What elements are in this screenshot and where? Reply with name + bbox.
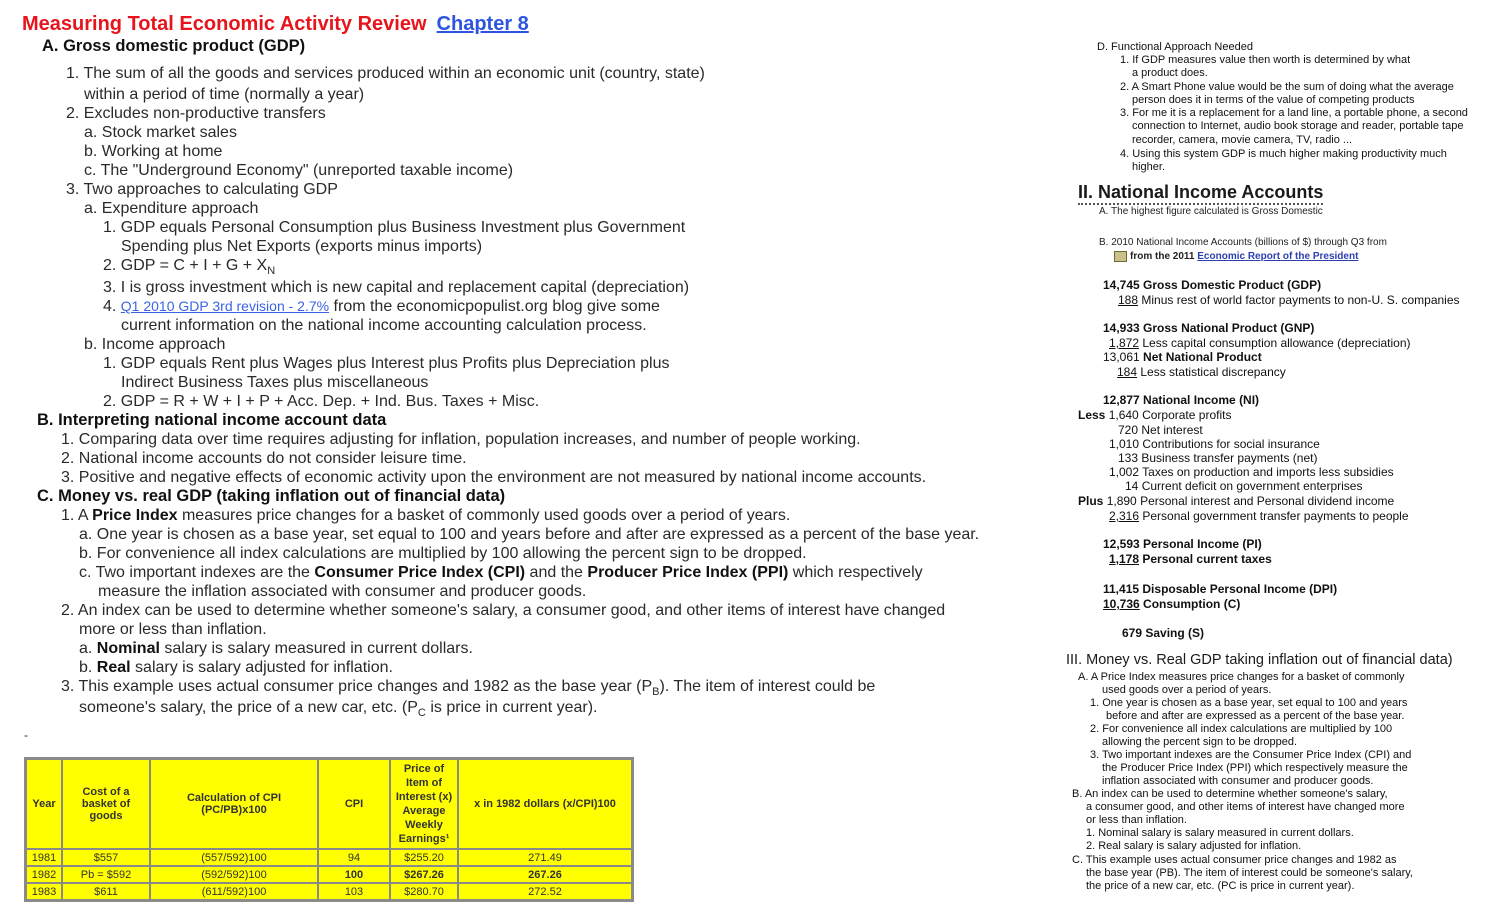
- list-item: b. Income approach: [84, 336, 226, 353]
- account-row: 14 Current deficit on government enterprises: [1125, 479, 1363, 493]
- table-cell: 100: [318, 866, 390, 883]
- list-item: Indirect Business Taxes plus miscellaneous: [121, 374, 429, 391]
- list-item: b. Working at home: [84, 143, 223, 160]
- list-item: someone's salary, the price of a new car, etc. ($P_C$ is price in current year).: [79, 699, 598, 720]
- account-row: 13,061 Net National Product: [1103, 350, 1262, 364]
- list-item: current information on the national income accounting calculation process.: [121, 317, 647, 334]
- table-cell: 272.52: [458, 883, 633, 901]
- list-item: a. Nominal salary is salary measured in current dollars.: [79, 640, 473, 657]
- account-row: Less 1,640 Corporate profits: [1078, 408, 1232, 422]
- table-cell: 103: [318, 883, 390, 901]
- account-row: 14,745 Gross Domestic Product (GDP): [1103, 278, 1322, 292]
- account-row: 1,010 Contributions for social insurance: [1109, 437, 1320, 451]
- list-item: 4. Using this system GDP is much higher making productivity much: [1120, 148, 1447, 160]
- list-item: 1. Comparing data over time requires adjusting for inflation, population increases, and number of people working.: [61, 431, 861, 448]
- account-row: 133 Business transfer payments (net): [1118, 451, 1318, 465]
- account-row: 12,593 Personal Income (PI): [1103, 537, 1262, 551]
- list-item: 1. Nominal salary is salary measured in current dollars.: [1086, 827, 1354, 839]
- account-row: 720 Net interest: [1118, 423, 1203, 437]
- column-header: Price of Item of Interest (x) Average Weekly Earnings¹: [390, 759, 458, 850]
- account-row: 11,415 Disposable Personal Income (DPI): [1103, 582, 1338, 596]
- table-cell: 1983: [26, 883, 63, 901]
- list-item: a. One year is chosen as a base year, set equal to 100 and years before and after are expressed as a percent of the base year.: [79, 526, 980, 543]
- column-header: CPI: [318, 759, 390, 850]
- formula-subscript: N: [267, 265, 276, 278]
- account-row: 12,877 National Income (NI): [1103, 393, 1260, 407]
- table-cell: (611/592)100: [150, 883, 318, 901]
- list-item: 1. GDP equals Rent plus Wages plus Interest plus Profits plus Depreciation plus: [103, 355, 670, 372]
- list-item: the base year (PB). The item of interest could be someone's salary,: [1086, 867, 1413, 879]
- section-b-heading: B. Interpreting national income account data: [37, 411, 387, 429]
- account-row: 14,933 Gross National Product (GNP): [1103, 321, 1315, 335]
- account-row: 1,178 Personal current taxes: [1109, 552, 1272, 566]
- list-item: the Producer Price Index (PPI) which respectively measure the: [1102, 762, 1408, 774]
- table-cell: $255.20: [390, 849, 458, 866]
- list-item: 2. National income accounts do not consider leisure time.: [61, 450, 467, 467]
- list-item: b. For convenience all index calculations are multiplied by 100 allowing the percent sign to be dropped.: [79, 545, 807, 562]
- list-item: a. Expenditure approach: [84, 200, 259, 217]
- list-item: 1. GDP equals Personal Consumption plus Business Investment plus Government: [103, 219, 686, 236]
- list-item: c. The "Underground Economy" (unreported taxable income): [84, 162, 514, 179]
- list-item: 3. This example uses actual consumer price changes and 1982 as the base year $(P_B)$. The item of interest could be: [61, 678, 876, 699]
- account-row: 184 Less statistical discrepancy: [1117, 365, 1286, 379]
- table-cell: $611: [62, 883, 150, 901]
- list-item: more or less than inflation.: [79, 621, 267, 638]
- list-item: or less than inflation.: [1086, 814, 1187, 826]
- column-header: Calculation of CPI (PC/PB)x100: [150, 759, 318, 850]
- list-item: 3. Two approaches to calculating GDP: [66, 181, 338, 198]
- account-row: 679 Saving (S): [1122, 626, 1205, 640]
- list-item: measure the inflation associated with consumer and producer goods.: [98, 583, 587, 600]
- list-item: 3. Positive and negative effects of economic activity upon the environment are not measured by national income accounts.: [61, 469, 927, 486]
- list-item: A. The highest figure calculated is Gross Domestic: [1099, 206, 1323, 217]
- list-item: allowing the percent sign to be dropped.: [1102, 736, 1298, 748]
- list-item: recorder, camera, movie camera, TV, radio ...: [1132, 134, 1353, 146]
- account-row: 1,872 Less capital consumption allowance (depreciation): [1109, 336, 1411, 350]
- table-cell: $280.70: [390, 883, 458, 901]
- list-item: A. A Price Index measures price changes for a basket of commonly: [1078, 671, 1405, 683]
- column-header: x in 1982 dollars (x/CPI)100: [458, 759, 633, 850]
- table-row: [26, 866, 633, 883]
- list-item: inflation associated with consumer and producer goods.: [1102, 775, 1374, 787]
- table-cell: (557/592)100: [150, 849, 318, 866]
- list-item: within a period of time (normally a year): [84, 86, 365, 103]
- list-item: person does it in terms of the value of competing products: [1132, 94, 1415, 106]
- economic-report-link[interactable]: Economic Report of the President: [1197, 251, 1359, 263]
- account-row: 10,736 Consumption (C): [1103, 597, 1241, 611]
- table-row: [26, 849, 633, 866]
- table-cell: 1982: [26, 866, 63, 883]
- list-item: Spending plus Net Exports (exports minus imports): [121, 238, 483, 255]
- column-header: Year: [26, 759, 63, 850]
- list-item: 1. One year is chosen as a base year, set equal to 100 and years: [1090, 697, 1408, 709]
- money-vs-real-heading: III. Money vs. Real GDP taking inflation out of financial data): [1066, 652, 1453, 668]
- list-item: 4. Q1 2010 GDP 3rd revision - 2.7% from the economicpopulist.org blog give some: [103, 298, 660, 315]
- list-item: a consumer good, and other items of interest have changed more: [1086, 801, 1405, 813]
- list-item: 1. If GDP measures value then worth is determined by what: [1120, 54, 1411, 66]
- list-item: C. This example uses actual consumer price changes and 1982 as: [1072, 854, 1397, 866]
- list-item: B. An index can be used to determine whether someone's salary,: [1072, 788, 1388, 800]
- list-item: 2. A Smart Phone value would be the sum of doing what the average: [1120, 81, 1454, 93]
- dash-mark: -: [24, 728, 28, 742]
- list-item: the price of a new car, etc. (PC is price in current year).: [1086, 880, 1355, 892]
- title-text: Measuring Total Economic Activity Review: [22, 13, 427, 35]
- account-row: 1,002 Taxes on production and imports less subsidies: [1109, 465, 1394, 479]
- list-item: used goods over a period of years.: [1102, 684, 1272, 696]
- list-item: 3. For me it is a replacement for a land line, a portable phone, a second: [1120, 107, 1468, 119]
- account-row: 188 Minus rest of world factor payments to non-U. S. companies: [1118, 293, 1460, 307]
- list-item: higher.: [1132, 161, 1166, 173]
- section-a-heading: A. Gross domestic product (GDP): [42, 37, 306, 55]
- list-item: 3. I is gross investment which is new capital and replacement capital (depreciation): [103, 279, 690, 296]
- account-row: 2,316 Personal government transfer payments to people: [1109, 509, 1409, 523]
- table-row: [26, 883, 633, 901]
- table-cell: 267.26: [458, 866, 633, 883]
- list-item: 1. A Price Index measures price changes for a basket of commonly used goods over a period of years.: [61, 507, 791, 524]
- table-cell: (592/592)100: [150, 866, 318, 883]
- list-item: B. 2010 National Income Accounts (billions of $) through Q3 from: [1099, 237, 1387, 248]
- list-item: 2. For convenience all index calculations are multiplied by 100: [1090, 723, 1393, 735]
- list-item: from the 2011 Economic Report of the President: [1114, 251, 1358, 263]
- list-item: before and after are expressed as a percent of the base year.: [1106, 710, 1405, 722]
- table-cell: $557: [62, 849, 150, 866]
- chapter-link[interactable]: Chapter 8: [436, 13, 529, 35]
- list-item: 1. The sum of all the goods and services produced within an economic unit (country, state): [66, 65, 705, 82]
- list-item: connection to Internet, audio book storage and reader, portable tape: [1132, 120, 1464, 132]
- column-header: Cost of a basket of goods: [62, 759, 150, 850]
- table-cell: 94: [318, 849, 390, 866]
- table-cell: $267.26: [390, 866, 458, 883]
- table-cell: Pb = $592: [62, 866, 150, 883]
- list-item: 2. Excludes non-productive transfers: [66, 105, 326, 122]
- list-item: b. Real salary is salary adjusted for inflation.: [79, 659, 393, 676]
- list-item: 2. An index can be used to determine whether someone's salary, a consumer good, and other items of interest have changed: [61, 602, 946, 619]
- list-item: c. Two important indexes are the Consumer Price Index (CPI) and the Producer Price Index (PPI) which respectively: [79, 564, 923, 581]
- table-cell: 271.49: [458, 849, 633, 866]
- account-row: Plus 1,890 Personal interest and Personal dividend income: [1078, 494, 1395, 508]
- national-income-heading: II. National Income Accounts: [1078, 182, 1323, 205]
- document-icon: [1114, 251, 1127, 262]
- list-item: a product does.: [1132, 67, 1208, 79]
- cpi-table: [24, 757, 634, 902]
- functional-approach-heading: D. Functional Approach Needed: [1097, 41, 1253, 53]
- table-header-row: [26, 759, 633, 850]
- gdp-revision-link[interactable]: Q1 2010 GDP 3rd revision - 2.7%: [120, 298, 330, 314]
- page-title: [22, 13, 529, 36]
- table-cell: 1981: [26, 849, 63, 866]
- gdp-income-formula: 2. GDP = R + W + I + P + Acc. Dep. + Ind. Bus. Taxes + Misc.: [103, 393, 540, 410]
- list-item: a. Stock market sales: [84, 124, 237, 141]
- gdp-expenditure-formula: 2. GDP = $C + I + G + X_N$: [103, 257, 276, 278]
- list-item: 2. Real salary is salary adjusted for inflation.: [1086, 840, 1302, 852]
- section-c-heading: C. Money vs. real GDP (taking inflation out of financial data): [37, 487, 506, 505]
- list-item: 3. Two important indexes are the Consumer Price Index (CPI) and: [1090, 749, 1412, 761]
